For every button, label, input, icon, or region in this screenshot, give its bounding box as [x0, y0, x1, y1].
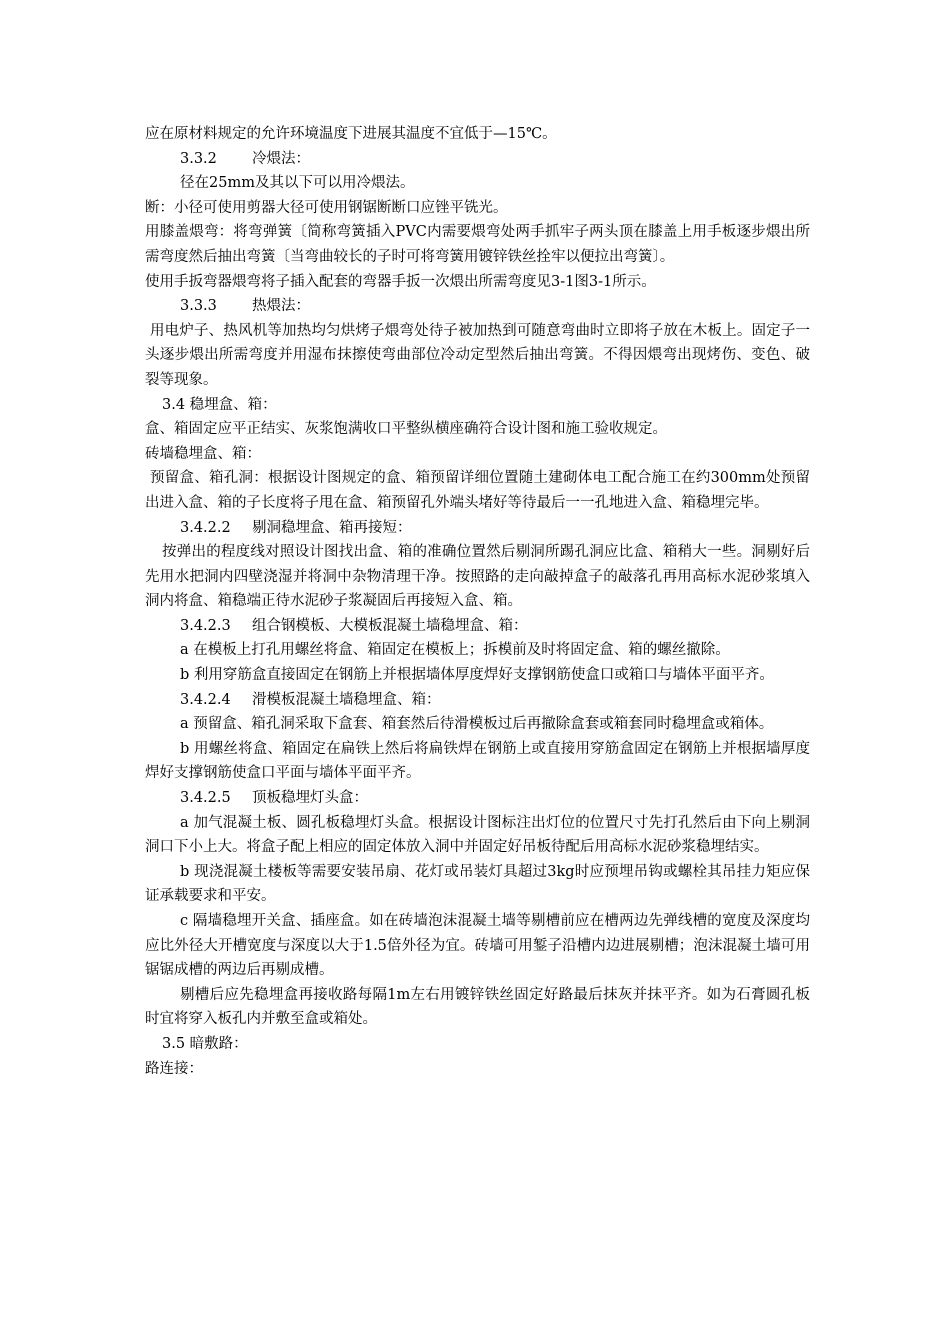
- body-paragraph: 剔槽后应先稳埋盒再接收路每隔1m左右用镀锌铁丝固定好路最后抹灰并抹平齐。如为石膏圆孔板时宜将穿入板孔内并敷至盒或箱处。: [145, 986, 810, 1028]
- body-paragraph: 砖墙稳埋盒、箱：: [145, 445, 261, 462]
- section-number: 3.4.2.3: [180, 617, 231, 634]
- body-paragraph: 按弹出的程度线对照设计图找出盒、箱的准确位置然后剔洞所踢孔洞应比盒、箱稍大一些。洞剔好后先用水把洞内四壁浇湿并将洞中杂物清理干净。按照路的走向敲掉盒子的敲落孔再用高标水泥砂浆填入洞内将盒、箱稳端正待水泥砂子浆凝固后再接短入盒、箱。: [145, 544, 810, 610]
- section-heading: 3.4 稳埋盒、箱：: [162, 396, 277, 413]
- body-paragraph: b 用螺丝将盒、箱固定在扁铁上然后将扁铁焊在钢筋上或直接用穿筋盒固定在钢筋上并根据墙厚度焊好支撑钢筋使盒口平面与墙体平面平齐。: [145, 740, 810, 782]
- body-paragraph: 用膝盖煨弯：将弯弹簧〔简称弯簧插入PVC内需要煨弯处两手抓牢子两头顶在膝盖上用手板逐步煨出所需弯度然后抽出弯簧〔当弯曲较长的子时可将弯簧用镀锌铁丝拴牢以便拉出弯簧〕。: [145, 224, 810, 265]
- section-heading: [145, 688, 810, 713]
- section-heading: [145, 614, 810, 639]
- section-heading: 3.5 暗敷路：: [162, 1035, 248, 1052]
- section-title: 顶板稳埋灯头盒：: [252, 790, 368, 807]
- body-paragraph: 用电炉子、热风机等加热均匀烘烤子煨弯处待子被加热到可随意弯曲时立即将子放在木板上。固定子一头逐步煨出所需弯度并用湿布抹擦使弯曲部位冷动定型然后抽出弯簧。不得因煨弯出现烤伤、变色、破裂等现象。: [145, 322, 810, 388]
- section-number: 3.3.3: [180, 298, 217, 315]
- body-paragraph: 径在25mm及其以下可以用冷煨法。: [180, 175, 415, 192]
- body-paragraph: 盒、箱固定应平正结实、灰浆饱满收口平整纵横座确符合设计图和施工验收规定。: [145, 421, 667, 438]
- section-heading: [145, 294, 810, 319]
- section-title: 滑模板混凝土墙稳埋盒、箱：: [252, 691, 441, 708]
- body-paragraph: a 在模板上打孔用螺丝将盒、箱固定在模板上；拆模前及时将固定盒、箱的螺丝撤除。: [180, 642, 730, 659]
- section-title: 热煨法：: [252, 298, 310, 315]
- section-number: 3.3.2: [180, 150, 217, 167]
- section-number: 3.4.2.2: [180, 519, 231, 536]
- body-paragraph: c 隔墙稳埋开关盒、插座盒。如在砖墙泡沫混凝土墙等剔槽前应在槽两边先弹线槽的宽度及深度均应比外径大开槽宽度与深度以大于1.5倍外径为宜。砖墙可用錾子沿槽内边进展剔槽；泡沫混凝土墙可用锯锯成槽的两边后再剔成槽。: [145, 913, 810, 979]
- section-number: 3.4.2.5: [180, 790, 231, 807]
- body-paragraph: 使用手扳弯器煨弯将子插入配套的弯器手扳一次煨出所需弯度见3-1图3-1所示。: [145, 273, 656, 290]
- body-paragraph: 预留盒、箱孔洞：根据设计图规定的盒、箱预留详细位置随土建砌体电工配合施工在约300mm处预留出进入盒、箱的子长度将子甩在盒、箱预留孔外端头堵好等待最后一一孔地进入盒、箱稳埋完毕。: [145, 470, 810, 511]
- section-title: 剔洞稳埋盒、箱再接短：: [252, 519, 412, 536]
- body-paragraph: 应在原材料规定的允许环境温度下进展其温度不宜低于—15℃。: [145, 126, 557, 142]
- document-page: [145, 122, 810, 1081]
- section-title: 冷煨法：: [252, 150, 310, 167]
- body-paragraph: a 预留盒、箱孔洞采取下盒套、箱套然后待滑模板过后再撤除盒套或箱套同时稳埋盒或箱体。: [180, 716, 774, 733]
- body-paragraph: a 加气混凝土板、圆孔板稳埋灯头盒。根据设计图标注出灯位的位置尺寸先打孔然后由下向上剔洞洞口下小上大。将盒子配上相应的固定体放入洞中并固定好吊板待配后用高标水泥砂浆稳埋结实。: [145, 814, 810, 856]
- section-title: 组合钢模板、大模板混凝土墙稳埋盒、箱：: [252, 617, 528, 634]
- section-number: 3.4.2.4: [180, 691, 231, 708]
- section-heading: [145, 516, 810, 541]
- section-heading: [145, 147, 810, 172]
- section-heading: [145, 786, 810, 811]
- body-paragraph: b 利用穿筋盒直接固定在钢筋上并根据墙体厚度焊好支撑钢筋使盒口或箱口与墙体平面平齐。: [180, 667, 774, 684]
- body-paragraph: 路连接：: [145, 1060, 203, 1077]
- body-paragraph: b 现浇混凝土楼板等需要安装吊扇、花灯或吊装灯具超过3kg时应预埋吊钩或螺栓其吊挂力矩应保证承载要求和平安。: [145, 863, 810, 905]
- body-paragraph: 断：小径可使用剪器大径可使用钢锯断断口应锉平铣光。: [145, 199, 508, 216]
